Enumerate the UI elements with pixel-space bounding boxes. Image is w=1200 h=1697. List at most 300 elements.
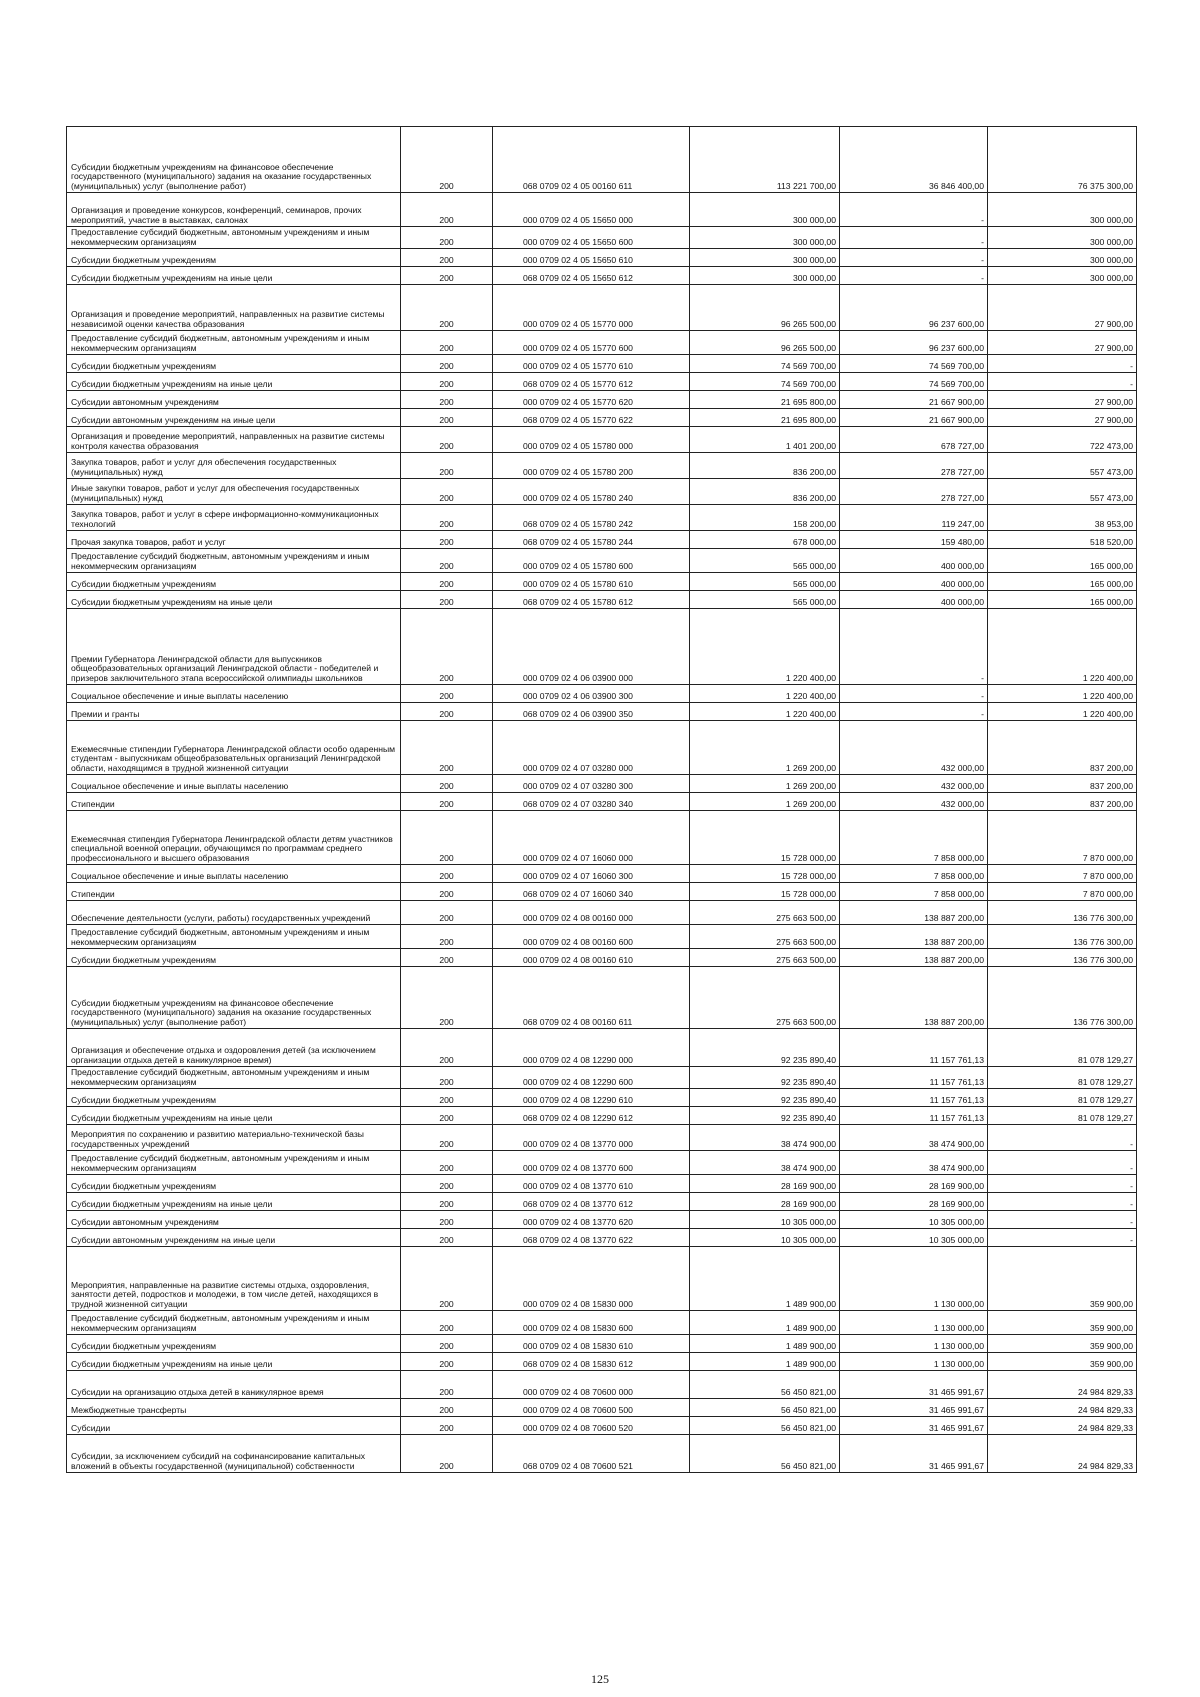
row-unexecuted-amount: - xyxy=(988,1175,1137,1193)
row-executed-amount: 138 887 200,00 xyxy=(840,949,988,967)
row-budget-classification: 068 0709 02 4 05 15780 612 xyxy=(493,591,690,609)
row-budget-classification: 000 0709 02 4 08 12290 600 xyxy=(493,1067,690,1089)
row-name: Организация и обеспечение отдыха и оздоровления детей (за исключением организации отдыха детей в каникулярное время) xyxy=(67,1029,401,1067)
row-budget-classification: 000 0709 02 4 06 03900 000 xyxy=(493,609,690,685)
row-executed-amount: 10 305 000,00 xyxy=(840,1211,988,1229)
table-row xyxy=(67,427,1137,453)
row-approved-amount: 96 265 500,00 xyxy=(690,285,840,331)
table-row xyxy=(67,609,1137,685)
row-code: 200 xyxy=(401,685,493,703)
row-unexecuted-amount: 300 000,00 xyxy=(988,193,1137,227)
row-code: 200 xyxy=(401,1353,493,1371)
row-approved-amount: 300 000,00 xyxy=(690,249,840,267)
row-name: Субсидии бюджетным учреждениям xyxy=(67,1089,401,1107)
table-row xyxy=(67,127,1137,193)
row-name: Мероприятия, направленные на развитие системы отдыха, оздоровления, занятости детей, подростков и молодежи, в том числе детей, находящихся в трудной жизненной ситуации xyxy=(67,1247,401,1311)
row-approved-amount: 21 695 800,00 xyxy=(690,391,840,409)
row-unexecuted-amount: 81 078 129,27 xyxy=(988,1107,1137,1125)
row-unexecuted-amount: 7 870 000,00 xyxy=(988,811,1137,865)
row-name: Социальное обеспечение и иные выплаты населению xyxy=(67,775,401,793)
row-executed-amount: 31 465 991,67 xyxy=(840,1371,988,1399)
row-approved-amount: 275 663 500,00 xyxy=(690,949,840,967)
table-row xyxy=(67,703,1137,721)
row-executed-amount: 7 858 000,00 xyxy=(840,865,988,883)
row-approved-amount: 28 169 900,00 xyxy=(690,1193,840,1211)
row-executed-amount: 432 000,00 xyxy=(840,793,988,811)
table-row xyxy=(67,267,1137,285)
row-budget-classification: 000 0709 02 4 07 16060 300 xyxy=(493,865,690,883)
row-code: 200 xyxy=(401,1399,493,1417)
table-row xyxy=(67,865,1137,883)
table-row xyxy=(67,1335,1137,1353)
row-name: Субсидии автономным учреждениям xyxy=(67,391,401,409)
row-unexecuted-amount: 136 776 300,00 xyxy=(988,925,1137,949)
row-budget-classification: 000 0709 02 4 05 15770 620 xyxy=(493,391,690,409)
row-unexecuted-amount: 1 220 400,00 xyxy=(988,685,1137,703)
row-approved-amount: 1 489 900,00 xyxy=(690,1311,840,1335)
row-unexecuted-amount: 359 900,00 xyxy=(988,1353,1137,1371)
row-code: 200 xyxy=(401,901,493,925)
row-budget-classification: 000 0709 02 4 05 15770 600 xyxy=(493,331,690,355)
row-budget-classification: 000 0709 02 4 05 15770 610 xyxy=(493,355,690,373)
row-code: 200 xyxy=(401,1371,493,1399)
page-number: 125 xyxy=(591,1672,609,1686)
table-row xyxy=(67,1247,1137,1311)
row-name: Обеспечение деятельности (услуги, работы) государственных учреждений xyxy=(67,901,401,925)
row-budget-classification: 000 0709 02 4 08 15830 000 xyxy=(493,1247,690,1311)
row-budget-classification: 000 0709 02 4 05 15650 600 xyxy=(493,227,690,249)
row-executed-amount: 432 000,00 xyxy=(840,775,988,793)
row-name: Прочая закупка товаров, работ и услуг xyxy=(67,531,401,549)
table-row xyxy=(67,901,1137,925)
row-executed-amount: 38 474 900,00 xyxy=(840,1151,988,1175)
table-row xyxy=(67,1371,1137,1399)
row-name: Субсидии бюджетным учреждениям на иные цели xyxy=(67,1107,401,1125)
row-executed-amount: 96 237 600,00 xyxy=(840,285,988,331)
row-approved-amount: 565 000,00 xyxy=(690,573,840,591)
row-code: 200 xyxy=(401,549,493,573)
row-approved-amount: 113 221 700,00 xyxy=(690,127,840,193)
row-code: 200 xyxy=(401,811,493,865)
table-row xyxy=(67,391,1137,409)
row-unexecuted-amount: 359 900,00 xyxy=(988,1335,1137,1353)
row-approved-amount: 1 220 400,00 xyxy=(690,685,840,703)
row-executed-amount: 38 474 900,00 xyxy=(840,1125,988,1151)
row-unexecuted-amount: - xyxy=(988,355,1137,373)
row-budget-classification: 068 0709 02 4 06 03900 350 xyxy=(493,703,690,721)
row-approved-amount: 1 401 200,00 xyxy=(690,427,840,453)
row-executed-amount: 21 667 900,00 xyxy=(840,391,988,409)
row-approved-amount: 92 235 890,40 xyxy=(690,1067,840,1089)
row-unexecuted-amount: - xyxy=(988,1125,1137,1151)
row-budget-classification: 000 0709 02 4 08 00160 000 xyxy=(493,901,690,925)
row-approved-amount: 300 000,00 xyxy=(690,227,840,249)
table-row xyxy=(67,355,1137,373)
row-executed-amount: 11 157 761,13 xyxy=(840,1107,988,1125)
row-unexecuted-amount: 76 375 300,00 xyxy=(988,127,1137,193)
row-code: 200 xyxy=(401,427,493,453)
row-executed-amount: 7 858 000,00 xyxy=(840,883,988,901)
row-budget-classification: 000 0709 02 4 08 70600 520 xyxy=(493,1417,690,1435)
row-name: Субсидии бюджетным учреждениям на иные цели xyxy=(67,1193,401,1211)
table-row xyxy=(67,685,1137,703)
row-code: 200 xyxy=(401,1089,493,1107)
row-code: 200 xyxy=(401,1417,493,1435)
row-name: Премии Губернатора Ленинградской области для выпускников общеобразовательных организаций Ленинградской области - победителей и призеров заключительного этапа всероссийской олимпиады школьников xyxy=(67,609,401,685)
row-unexecuted-amount: 24 984 829,33 xyxy=(988,1417,1137,1435)
row-budget-classification: 000 0709 02 4 05 15770 000 xyxy=(493,285,690,331)
row-name: Ежемесячная стипендия Губернатора Ленинградской области детям участников специальной военной операции, обучающимся по программам среднего профессионального и высшего образования xyxy=(67,811,401,865)
row-approved-amount: 300 000,00 xyxy=(690,267,840,285)
row-code: 200 xyxy=(401,925,493,949)
row-executed-amount: 10 305 000,00 xyxy=(840,1229,988,1247)
row-executed-amount: - xyxy=(840,703,988,721)
row-name: Субсидии на организацию отдыха детей в каникулярное время xyxy=(67,1371,401,1399)
row-code: 200 xyxy=(401,967,493,1029)
row-executed-amount: 138 887 200,00 xyxy=(840,967,988,1029)
row-code: 200 xyxy=(401,1211,493,1229)
row-code: 200 xyxy=(401,285,493,331)
row-budget-classification: 000 0709 02 4 07 03280 000 xyxy=(493,721,690,775)
row-budget-classification: 000 0709 02 4 08 00160 600 xyxy=(493,925,690,949)
row-name: Премии и гранты xyxy=(67,703,401,721)
row-code: 200 xyxy=(401,1229,493,1247)
row-unexecuted-amount: 24 984 829,33 xyxy=(988,1435,1137,1473)
row-code: 200 xyxy=(401,267,493,285)
row-name: Социальное обеспечение и иные выплаты населению xyxy=(67,685,401,703)
row-unexecuted-amount: 165 000,00 xyxy=(988,591,1137,609)
row-budget-classification: 000 0709 02 4 07 03280 300 xyxy=(493,775,690,793)
row-budget-classification: 068 0709 02 4 05 15770 622 xyxy=(493,409,690,427)
row-unexecuted-amount: 359 900,00 xyxy=(988,1311,1137,1335)
row-code: 200 xyxy=(401,409,493,427)
row-budget-classification: 068 0709 02 4 08 13770 612 xyxy=(493,1193,690,1211)
row-unexecuted-amount: 81 078 129,27 xyxy=(988,1089,1137,1107)
row-name: Субсидии бюджетным учреждениям на иные цели xyxy=(67,373,401,391)
row-name: Ежемесячные стипендии Губернатора Ленинградской области особо одаренным студентам - выпускникам общеобразовательных организаций Ленинградской области, находящимся в трудной жизненной ситуации xyxy=(67,721,401,775)
table-row xyxy=(67,793,1137,811)
row-unexecuted-amount: 27 900,00 xyxy=(988,285,1137,331)
row-unexecuted-amount: 359 900,00 xyxy=(988,1247,1137,1311)
row-name: Субсидии бюджетным учреждениям xyxy=(67,573,401,591)
row-executed-amount: 278 727,00 xyxy=(840,453,988,479)
row-code: 200 xyxy=(401,1067,493,1089)
row-executed-amount: 36 846 400,00 xyxy=(840,127,988,193)
row-name: Предоставление субсидий бюджетным, автономным учреждениям и иным некоммерческим организациям xyxy=(67,1311,401,1335)
row-code: 200 xyxy=(401,703,493,721)
row-approved-amount: 1 220 400,00 xyxy=(690,703,840,721)
row-code: 200 xyxy=(401,865,493,883)
table-row xyxy=(67,591,1137,609)
row-executed-amount: - xyxy=(840,193,988,227)
row-name: Иные закупки товаров, работ и услуг для обеспечения государственных (муниципальных) нужд xyxy=(67,479,401,505)
row-executed-amount: 11 157 761,13 xyxy=(840,1029,988,1067)
row-code: 200 xyxy=(401,1247,493,1311)
row-code: 200 xyxy=(401,793,493,811)
row-name: Предоставление субсидий бюджетным, автономным учреждениям и иным некоммерческим организациям xyxy=(67,549,401,573)
row-executed-amount: 7 858 000,00 xyxy=(840,811,988,865)
row-name: Организация и проведение мероприятий, направленных на развитие системы независимой оценки качества образования xyxy=(67,285,401,331)
row-approved-amount: 565 000,00 xyxy=(690,591,840,609)
table-row xyxy=(67,1175,1137,1193)
row-budget-classification: 000 0709 02 4 05 15650 000 xyxy=(493,193,690,227)
row-budget-classification: 000 0709 02 4 08 70600 000 xyxy=(493,1371,690,1399)
row-unexecuted-amount: 165 000,00 xyxy=(988,573,1137,591)
row-name: Мероприятия по сохранению и развитию материально-технической базы государственных учреждений xyxy=(67,1125,401,1151)
row-name: Субсидии бюджетным учреждениям на иные цели xyxy=(67,267,401,285)
table-row xyxy=(67,1417,1137,1435)
table-row xyxy=(67,531,1137,549)
row-unexecuted-amount: 1 220 400,00 xyxy=(988,703,1137,721)
table-row xyxy=(67,721,1137,775)
row-approved-amount: 15 728 000,00 xyxy=(690,865,840,883)
table-row xyxy=(67,811,1137,865)
row-approved-amount: 96 265 500,00 xyxy=(690,331,840,355)
row-approved-amount: 275 663 500,00 xyxy=(690,901,840,925)
row-approved-amount: 56 450 821,00 xyxy=(690,1371,840,1399)
row-approved-amount: 275 663 500,00 xyxy=(690,925,840,949)
row-executed-amount: 119 247,00 xyxy=(840,505,988,531)
row-budget-classification: 068 0709 02 4 07 16060 340 xyxy=(493,883,690,901)
table-row xyxy=(67,573,1137,591)
row-budget-classification: 000 0709 02 4 08 12290 610 xyxy=(493,1089,690,1107)
row-name: Предоставление субсидий бюджетным, автономным учреждениям и иным некоммерческим организациям xyxy=(67,227,401,249)
row-approved-amount: 1 489 900,00 xyxy=(690,1353,840,1371)
row-approved-amount: 1 220 400,00 xyxy=(690,609,840,685)
table-row xyxy=(67,949,1137,967)
row-budget-classification: 068 0709 02 4 05 15650 612 xyxy=(493,267,690,285)
row-budget-classification: 000 0709 02 4 08 13770 000 xyxy=(493,1125,690,1151)
row-approved-amount: 158 200,00 xyxy=(690,505,840,531)
table-row xyxy=(67,249,1137,267)
row-code: 200 xyxy=(401,883,493,901)
row-budget-classification: 068 0709 02 4 05 15780 242 xyxy=(493,505,690,531)
row-code: 200 xyxy=(401,227,493,249)
row-approved-amount: 1 269 200,00 xyxy=(690,775,840,793)
row-unexecuted-amount: 38 953,00 xyxy=(988,505,1137,531)
row-code: 200 xyxy=(401,505,493,531)
row-code: 200 xyxy=(401,1311,493,1335)
row-unexecuted-amount: - xyxy=(988,1151,1137,1175)
row-unexecuted-amount: 136 776 300,00 xyxy=(988,949,1137,967)
row-executed-amount: 432 000,00 xyxy=(840,721,988,775)
row-budget-classification: 000 0709 02 4 06 03900 300 xyxy=(493,685,690,703)
row-executed-amount: 138 887 200,00 xyxy=(840,925,988,949)
row-approved-amount: 836 200,00 xyxy=(690,453,840,479)
row-approved-amount: 1 489 900,00 xyxy=(690,1247,840,1311)
row-name: Субсидии автономным учреждениям xyxy=(67,1211,401,1229)
row-name: Субсидии бюджетным учреждениям xyxy=(67,1175,401,1193)
row-executed-amount: 21 667 900,00 xyxy=(840,409,988,427)
row-approved-amount: 74 569 700,00 xyxy=(690,355,840,373)
row-code: 200 xyxy=(401,453,493,479)
row-unexecuted-amount: - xyxy=(988,1229,1137,1247)
row-name: Закупка товаров, работ и услуг в сфере информационно-коммуникационных технологий xyxy=(67,505,401,531)
table-row xyxy=(67,1399,1137,1417)
row-name: Субсидии бюджетным учреждениям xyxy=(67,949,401,967)
row-executed-amount: 74 569 700,00 xyxy=(840,355,988,373)
row-budget-classification: 068 0709 02 4 05 00160 611 xyxy=(493,127,690,193)
row-unexecuted-amount: 81 078 129,27 xyxy=(988,1029,1137,1067)
row-unexecuted-amount: 300 000,00 xyxy=(988,227,1137,249)
row-name: Закупка товаров, работ и услуг для обеспечения государственных (муниципальных) нужд xyxy=(67,453,401,479)
row-name: Субсидии бюджетным учреждениям на финансовое обеспечение государственного (муниципального) задания на оказание государственных (муниципальных) услуг (выполнение работ) xyxy=(67,127,401,193)
row-budget-classification: 000 0709 02 4 08 12290 000 xyxy=(493,1029,690,1067)
row-name: Субсидии xyxy=(67,1417,401,1435)
row-executed-amount: 28 169 900,00 xyxy=(840,1193,988,1211)
row-code: 200 xyxy=(401,591,493,609)
row-budget-classification: 000 0709 02 4 08 15830 610 xyxy=(493,1335,690,1353)
table-row xyxy=(67,1211,1137,1229)
row-budget-classification: 068 0709 02 4 08 12290 612 xyxy=(493,1107,690,1125)
row-code: 200 xyxy=(401,949,493,967)
row-unexecuted-amount: - xyxy=(988,1193,1137,1211)
row-code: 200 xyxy=(401,1125,493,1151)
row-code: 200 xyxy=(401,331,493,355)
table-row xyxy=(67,453,1137,479)
row-approved-amount: 1 489 900,00 xyxy=(690,1335,840,1353)
row-name: Организация и проведение мероприятий, направленных на развитие системы контроля качества образования xyxy=(67,427,401,453)
row-name: Субсидии бюджетным учреждениям на иные цели xyxy=(67,1353,401,1371)
row-budget-classification: 068 0709 02 4 08 00160 611 xyxy=(493,967,690,1029)
table-row xyxy=(67,373,1137,391)
row-approved-amount: 300 000,00 xyxy=(690,193,840,227)
row-executed-amount: 278 727,00 xyxy=(840,479,988,505)
row-code: 200 xyxy=(401,127,493,193)
row-budget-classification: 000 0709 02 4 08 15830 600 xyxy=(493,1311,690,1335)
row-code: 200 xyxy=(401,1107,493,1125)
row-executed-amount: - xyxy=(840,267,988,285)
row-name: Предоставление субсидий бюджетным, автономным учреждениям и иным некоммерческим организациям xyxy=(67,331,401,355)
row-code: 200 xyxy=(401,391,493,409)
row-code: 200 xyxy=(401,1335,493,1353)
row-name: Субсидии бюджетным учреждениям на финансовое обеспечение государственного (муниципального) задания на оказание государственных (муниципальных) услуг (выполнение работ) xyxy=(67,967,401,1029)
row-budget-classification: 068 0709 02 4 08 13770 622 xyxy=(493,1229,690,1247)
table-row xyxy=(67,505,1137,531)
row-approved-amount: 836 200,00 xyxy=(690,479,840,505)
row-unexecuted-amount: 27 900,00 xyxy=(988,331,1137,355)
row-executed-amount: 28 169 900,00 xyxy=(840,1175,988,1193)
row-unexecuted-amount: 165 000,00 xyxy=(988,549,1137,573)
table-row xyxy=(67,193,1137,227)
table-row xyxy=(67,331,1137,355)
row-executed-amount: 11 157 761,13 xyxy=(840,1067,988,1089)
table-row xyxy=(67,409,1137,427)
table-row xyxy=(67,549,1137,573)
row-executed-amount: 31 465 991,67 xyxy=(840,1399,988,1417)
table-row xyxy=(67,775,1137,793)
row-approved-amount: 275 663 500,00 xyxy=(690,967,840,1029)
table-row xyxy=(67,285,1137,331)
row-unexecuted-amount: 7 870 000,00 xyxy=(988,883,1137,901)
row-approved-amount: 565 000,00 xyxy=(690,549,840,573)
row-name: Стипендии xyxy=(67,793,401,811)
row-budget-classification: 000 0709 02 4 05 15780 610 xyxy=(493,573,690,591)
row-unexecuted-amount: 518 520,00 xyxy=(988,531,1137,549)
row-name: Стипендии xyxy=(67,883,401,901)
table-row xyxy=(67,1193,1137,1211)
row-executed-amount: - xyxy=(840,249,988,267)
row-approved-amount: 21 695 800,00 xyxy=(690,409,840,427)
row-unexecuted-amount: 300 000,00 xyxy=(988,267,1137,285)
row-name: Организация и проведение конкурсов, конференций, семинаров, прочих мероприятий, участие в выставках, салонах xyxy=(67,193,401,227)
row-budget-classification: 068 0709 02 4 05 15770 612 xyxy=(493,373,690,391)
row-executed-amount: 31 465 991,67 xyxy=(840,1417,988,1435)
row-name: Социальное обеспечение и иные выплаты населению xyxy=(67,865,401,883)
row-code: 200 xyxy=(401,373,493,391)
budget-table-body xyxy=(67,127,1137,1473)
row-executed-amount: 400 000,00 xyxy=(840,549,988,573)
table-row xyxy=(67,925,1137,949)
row-name: Предоставление субсидий бюджетным, автономным учреждениям и иным некоммерческим организациям xyxy=(67,1067,401,1089)
table-row xyxy=(67,1029,1137,1067)
row-executed-amount: 400 000,00 xyxy=(840,573,988,591)
row-approved-amount: 38 474 900,00 xyxy=(690,1125,840,1151)
row-code: 200 xyxy=(401,1029,493,1067)
row-code: 200 xyxy=(401,531,493,549)
row-code: 200 xyxy=(401,1435,493,1473)
row-unexecuted-amount: 136 776 300,00 xyxy=(988,967,1137,1029)
row-executed-amount: 159 480,00 xyxy=(840,531,988,549)
row-approved-amount: 1 269 200,00 xyxy=(690,721,840,775)
row-budget-classification: 000 0709 02 4 05 15780 240 xyxy=(493,479,690,505)
row-approved-amount: 10 305 000,00 xyxy=(690,1211,840,1229)
row-code: 200 xyxy=(401,479,493,505)
row-name: Субсидии бюджетным учреждениям xyxy=(67,1335,401,1353)
budget-table xyxy=(66,126,1137,1473)
row-executed-amount: 678 727,00 xyxy=(840,427,988,453)
row-code: 200 xyxy=(401,355,493,373)
row-code: 200 xyxy=(401,1175,493,1193)
row-name: Субсидии автономным учреждениям на иные цели xyxy=(67,1229,401,1247)
row-executed-amount: - xyxy=(840,227,988,249)
row-approved-amount: 10 305 000,00 xyxy=(690,1229,840,1247)
row-budget-classification: 000 0709 02 4 05 15780 000 xyxy=(493,427,690,453)
row-executed-amount: 400 000,00 xyxy=(840,591,988,609)
row-unexecuted-amount: 27 900,00 xyxy=(988,409,1137,427)
table-row xyxy=(67,227,1137,249)
row-unexecuted-amount: 24 984 829,33 xyxy=(988,1371,1137,1399)
table-row xyxy=(67,479,1137,505)
row-approved-amount: 38 474 900,00 xyxy=(690,1151,840,1175)
table-row xyxy=(67,1229,1137,1247)
table-row xyxy=(67,883,1137,901)
row-unexecuted-amount: 722 473,00 xyxy=(988,427,1137,453)
row-code: 200 xyxy=(401,775,493,793)
row-name: Субсидии автономным учреждениям на иные цели xyxy=(67,409,401,427)
row-code: 200 xyxy=(401,249,493,267)
row-budget-classification: 000 0709 02 4 08 13770 620 xyxy=(493,1211,690,1229)
row-unexecuted-amount: 837 200,00 xyxy=(988,793,1137,811)
row-budget-classification: 000 0709 02 4 05 15780 600 xyxy=(493,549,690,573)
row-code: 200 xyxy=(401,193,493,227)
row-name: Субсидии бюджетным учреждениям на иные цели xyxy=(67,591,401,609)
row-unexecuted-amount: 300 000,00 xyxy=(988,249,1137,267)
row-unexecuted-amount: 557 473,00 xyxy=(988,479,1137,505)
row-unexecuted-amount: 1 220 400,00 xyxy=(988,609,1137,685)
table-row xyxy=(67,1107,1137,1125)
row-approved-amount: 15 728 000,00 xyxy=(690,883,840,901)
table-row xyxy=(67,1353,1137,1371)
row-code: 200 xyxy=(401,1193,493,1211)
row-executed-amount: 31 465 991,67 xyxy=(840,1435,988,1473)
row-budget-classification: 000 0709 02 4 08 70600 500 xyxy=(493,1399,690,1417)
row-executed-amount: 1 130 000,00 xyxy=(840,1247,988,1311)
row-unexecuted-amount: 81 078 129,27 xyxy=(988,1067,1137,1089)
row-approved-amount: 92 235 890,40 xyxy=(690,1029,840,1067)
row-unexecuted-amount: 7 870 000,00 xyxy=(988,865,1137,883)
row-approved-amount: 92 235 890,40 xyxy=(690,1107,840,1125)
